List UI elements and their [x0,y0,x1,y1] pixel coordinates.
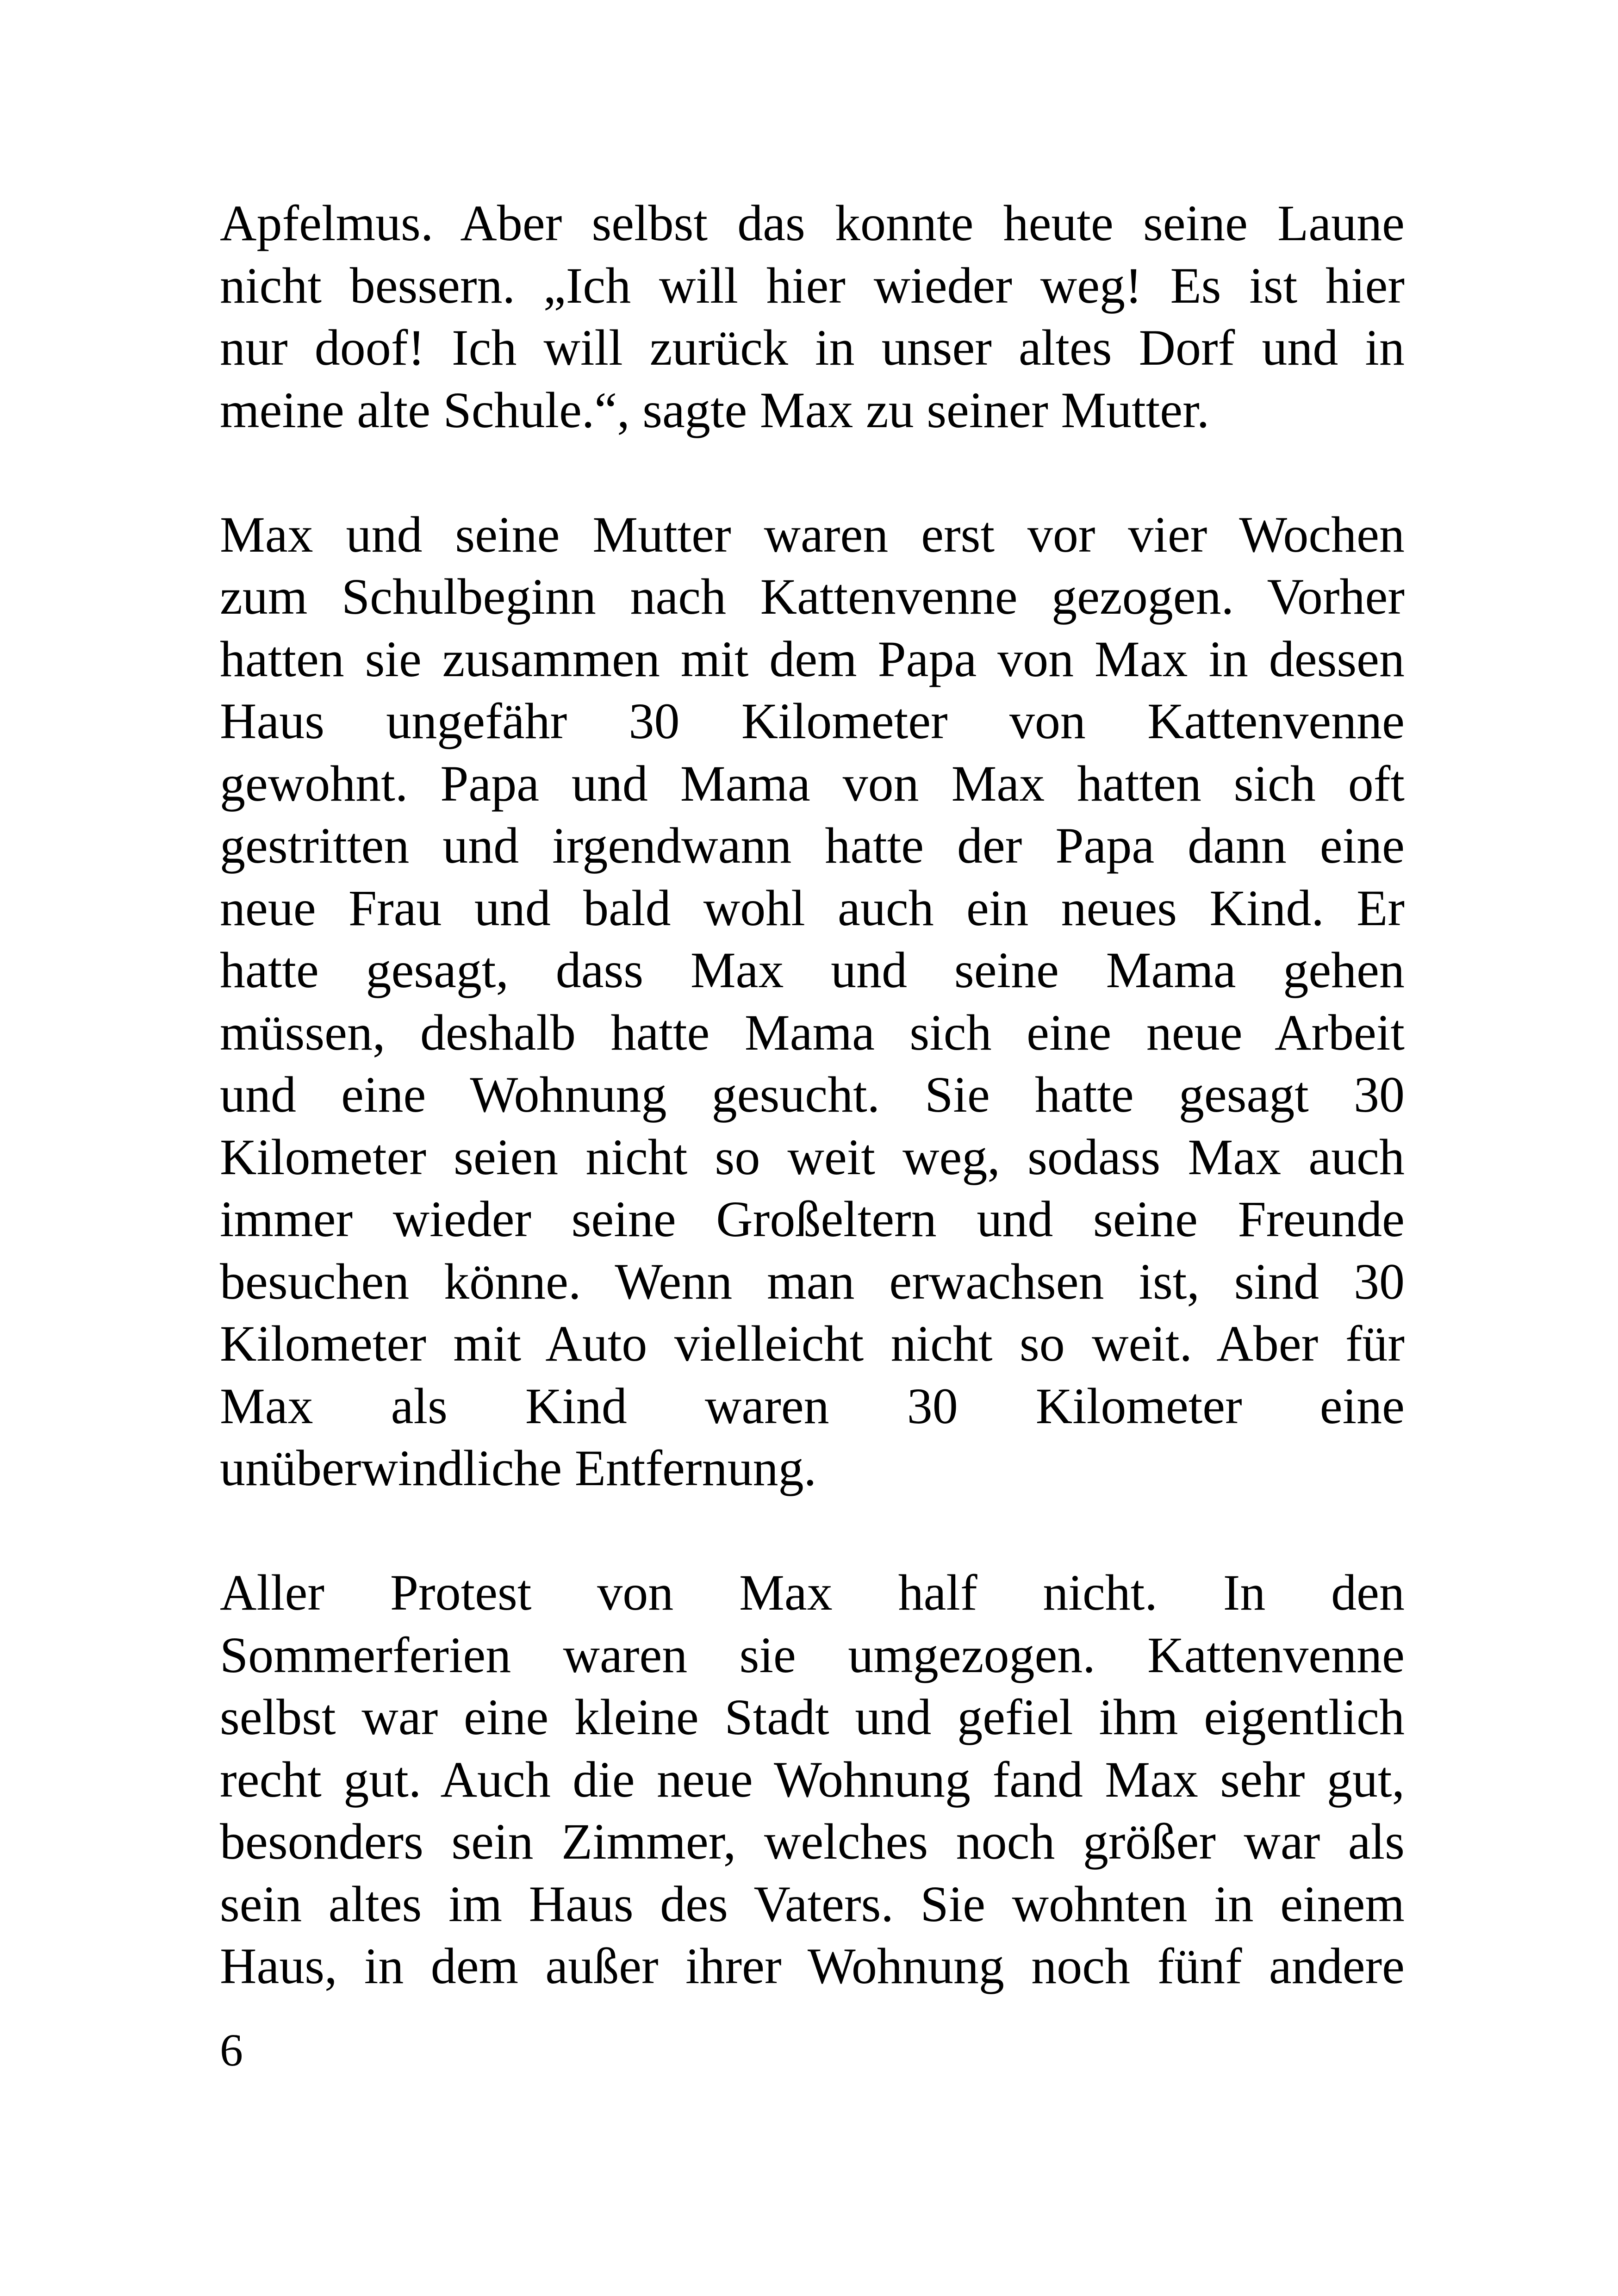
text-line: meine alte Schule.“, sagte Max zu seiner Mutter. [220,381,1210,438]
text-line: sein altes im Haus des Vaters. Sie wohnten in einem [220,1875,1405,1932]
paragraph-1 [220,192,1405,441]
text-line: Max als Kind waren 30 Kilometer eine [220,1377,1405,1434]
paragraph-3 [220,1562,1405,1997]
body-text [220,192,1405,1997]
text-line: neue Frau und bald wohl auch ein neues Kind. Er [220,879,1405,936]
text-line: recht gut. Auch die neue Wohnung fand Max sehr gut, [220,1751,1405,1808]
text-line: unüberwindliche Entfernung. [220,1440,817,1496]
text-line: Aller Protest von Max half nicht. In den [220,1564,1405,1621]
text-line: Haus, in dem außer ihrer Wohnung noch fünf andere [220,1938,1405,1994]
text-line: hatte gesagt, dass Max und seine Mama gehen [220,942,1405,998]
text-line: Apfelmus. Aber selbst das konnte heute seine Laune [220,195,1405,251]
text-line: besuchen könne. Wenn man erwachsen ist, sind 30 [220,1253,1405,1310]
text-line: gestritten und irgendwann hatte der Papa dann eine [220,817,1405,874]
text-line: gewohnt. Papa und Mama von Max hatten sich oft [220,755,1405,812]
paragraph-spacer [220,1500,1405,1562]
text-line: müssen, deshalb hatte Mama sich eine neue Arbeit [220,1004,1405,1061]
text-line: zum Schulbeginn nach Kattenvenne gezogen. Vorher [220,568,1405,625]
text-line: Haus ungefähr 30 Kilometer von Kattenvenne [220,693,1405,749]
text-line: Max und seine Mutter waren erst vor vier Wochen [220,506,1405,563]
paragraph-spacer [220,441,1405,504]
text-line: Sommerferien waren sie umgezogen. Kattenvenne [220,1626,1405,1683]
text-line: besonders sein Zimmer, welches noch größer war als [220,1813,1405,1870]
text-line: und eine Wohnung gesucht. Sie hatte gesagt 30 [220,1066,1405,1123]
paragraph-2 [220,504,1405,1500]
text-line: nicht bessern. „Ich will hier wieder weg! Es ist hier [220,257,1405,314]
text-line: Kilometer seien nicht so weit weg, sodass Max auch [220,1128,1405,1185]
text-line: immer wieder seine Großeltern und seine Freunde [220,1191,1405,1247]
text-line: hatten sie zusammen mit dem Papa von Max in dessen [220,630,1405,687]
text-line: selbst war eine kleine Stadt und gefiel ihm eigentlich [220,1689,1405,1745]
text-line: Kilometer mit Auto vielleicht nicht so weit. Aber für [220,1315,1405,1372]
text-line: nur doof! Ich will zurück in unser altes Dorf und in [220,319,1405,376]
page-number: 6 [220,2024,243,2076]
